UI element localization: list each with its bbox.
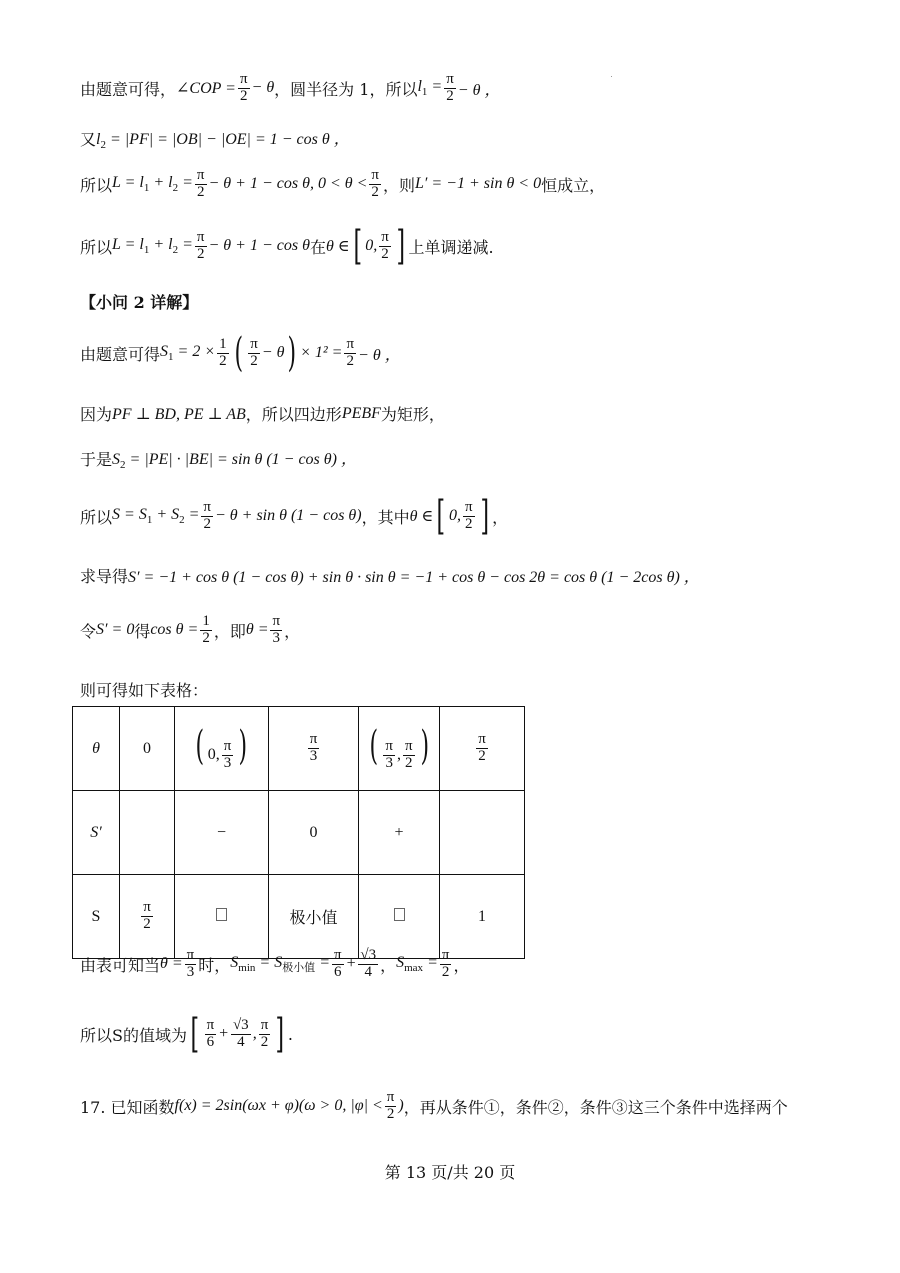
table-cell: + bbox=[359, 791, 440, 875]
section-heading: 【小问 2 详解】 bbox=[80, 293, 199, 312]
text-line-6: 因为 PF ⊥ BD, PE ⊥ AB ，所以四边形 PEBF 为矩形， bbox=[80, 404, 445, 424]
table-cell: $\frac{\pi}{2}$ bbox=[120, 875, 175, 959]
table-cell: S bbox=[73, 875, 120, 959]
decrease-arrow-icon bbox=[216, 908, 227, 921]
table-cell bbox=[440, 791, 525, 875]
text-line-2: 又 $l_2 = |PF| = |OB| - |OE| = 1 - \cos \theta$ ， bbox=[80, 130, 350, 151]
text-line-3: 所以 $L = l_1 + l_2$ = $\frac{\pi}{2}$ − θ + 1 − cos θ, 0 < θ < $\frac{\pi}{2}$ ，则 L′ = −1 + sin θ < 0 恒成立， bbox=[80, 167, 606, 200]
text-line-12: 由表可知当 θ = $\frac{\pi}{3}$ 时， $S_{min} = S_{极小值}$ = $\frac{\pi}{6}$ + $\frac{√3}{4}$ ， $S_{max}$ = $\frac{\pi}{2}$ ， bbox=[80, 947, 470, 980]
table-row bbox=[73, 707, 525, 791]
table-cell bbox=[175, 875, 269, 959]
table-cell: S′ bbox=[73, 791, 120, 875]
variation-table bbox=[72, 706, 525, 959]
table-cell: 1 bbox=[440, 875, 525, 959]
text-line-4: 所以 $L = l_1 + l_2$ = $\frac{\pi}{2}$ − θ + 1 − cos θ 在 θ ∈ [ 0, $\frac{\pi}{2}$ ] 上单调递减. bbox=[80, 223, 494, 269]
text-line-7: 于是 $S_2 = |PE| \cdot |BE| = \sin \theta$ (1 − cos θ) ， bbox=[80, 450, 357, 471]
text-line-1: 由题意可得， ∠COP = $\frac{\pi}{2}$ − θ ，圆半径为 1，所以 $l_1$ = $\frac{\pi}{2}$ − θ ， bbox=[80, 71, 501, 104]
increase-arrow-icon bbox=[394, 908, 405, 921]
table-cell: ( 0, $\frac{\pi}{3}$ ) bbox=[175, 707, 269, 791]
page-footer: 第 13 页/共 20 页 bbox=[384, 1163, 516, 1182]
text-line-9: 求导得 S′ = −1 + cos θ (1 − cos θ) + sin θ · sin θ = −1 + cos θ − cos 2θ = cos θ (1 − 2cos θ) ， bbox=[80, 567, 700, 586]
table-cell: θ bbox=[73, 707, 120, 791]
table-cell: ( $\frac{\pi}{3}$ , $\frac{\pi}{2}$ ) bbox=[359, 707, 440, 791]
text-line-11: 则可得如下表格： bbox=[80, 681, 209, 700]
text-line-13: 所以S的值域为 [ $\frac{\pi}{6}$ + $\frac{√3}{4}$ , $\frac{\pi}{2}$ ] . bbox=[80, 1011, 293, 1057]
table-cell bbox=[359, 875, 440, 959]
table-row bbox=[73, 791, 525, 875]
text-line-8: 所以 $S = S_1 + S_2$ = $\frac{\pi}{2}$ − θ + sin θ (1 − cos θ) ，其中 θ ∈ [ 0, $\frac{\pi}{2}$ ] ， bbox=[80, 493, 509, 539]
table-cell: − bbox=[175, 791, 269, 875]
text-line-14: 17. 已知函数 f(x) = 2sin(ωx + φ)(ω > 0, |φ| < $\frac{\pi}{2}$ ) ，再从条件①，条件②，条件③这三个条件中选择两个 bbox=[80, 1089, 788, 1122]
table-row bbox=[73, 875, 525, 959]
scan-dot bbox=[611, 76, 612, 77]
table-cell: $\frac{\pi}{2}$ bbox=[440, 707, 525, 791]
table-cell: 0 bbox=[269, 791, 359, 875]
text-line-10: 令 S′ = 0 得 cos θ = $\frac{1}{2}$ ，即 θ = $\frac{\pi}{3}$ ， bbox=[80, 613, 301, 646]
table-cell bbox=[120, 791, 175, 875]
text-line-5: 由题意可得 $S_1 = 2$ × $\frac{1}{2}$ ( $\frac{\pi}{2}$ − θ ) × 1² = $\frac{\pi}{2}$ − θ ， bbox=[80, 330, 401, 376]
table-cell: 0 bbox=[120, 707, 175, 791]
table-cell: $\frac{\pi}{3}$ bbox=[269, 707, 359, 791]
table-cell: 极小值 bbox=[269, 875, 359, 959]
